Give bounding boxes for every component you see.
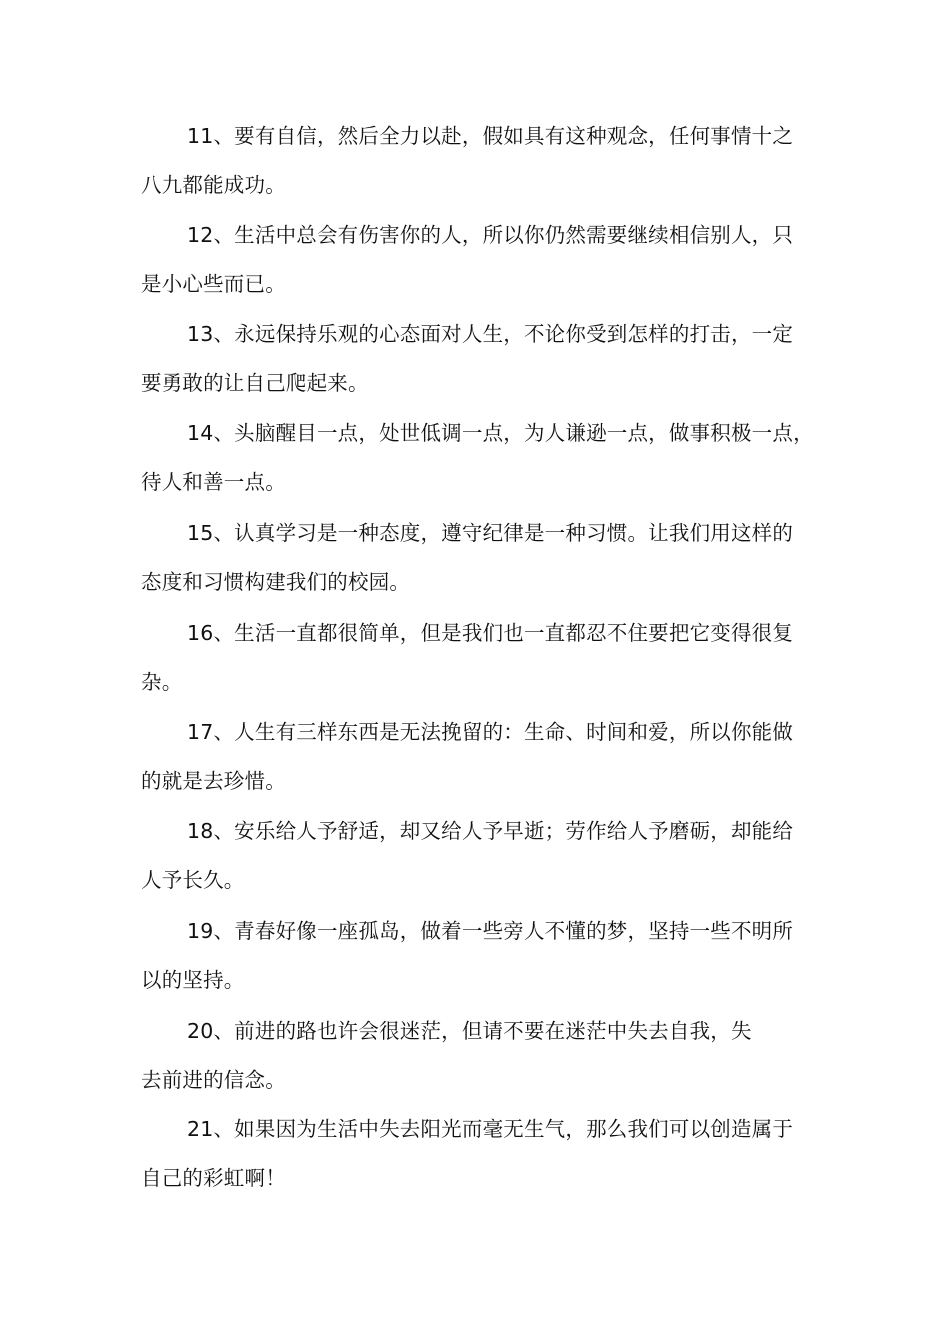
paragraph-line: 态度和习惯构建我们的校园。 (141, 570, 411, 594)
paragraph-line: 18、安乐给人予舒适，却又给人予早逝；劳作给人予磨砺，却能给 (187, 819, 794, 843)
quote-paragraph-20 (141, 1007, 821, 1105)
paragraph-line: 16、生活一直都很简单，但是我们也一直都忍不住要把它变得很复 (187, 621, 794, 645)
quote-paragraph-15 (141, 509, 821, 607)
paragraph-line: 八九都能成功。 (141, 173, 286, 197)
quote-paragraph-19 (141, 907, 821, 1005)
paragraph-line: 21、如果因为生活中失去阳光而毫无生气，那么我们可以创造属于 (187, 1117, 794, 1141)
paragraph-line: 要勇敢的让自己爬起来。 (141, 371, 369, 395)
paragraph-line: 17、人生有三样东西是无法挽留的：生命、时间和爱，所以你能做 (187, 720, 794, 744)
paragraph-line: 的就是去珍惜。 (141, 769, 286, 793)
quote-paragraph-14 (141, 409, 821, 507)
quote-paragraph-16 (141, 609, 821, 707)
paragraph-line: 待人和善一点。 (141, 470, 286, 494)
paragraph-line: 人予长久。 (141, 868, 245, 892)
paragraph-line: 去前进的信念。 (141, 1068, 286, 1092)
paragraph-line: 杂。 (141, 670, 183, 694)
paragraph-line: 19、青春好像一座孤岛，做着一些旁人不懂的梦，坚持一些不明所 (187, 919, 794, 943)
paragraph-line: 14、头脑醒目一点，处世低调一点，为人谦逊一点，做事积极一点， (187, 421, 814, 445)
paragraph-line: 以的坚持。 (141, 968, 245, 992)
paragraph-line: 11、要有自信，然后全力以赴，假如具有这种观念，任何事情十之 (187, 124, 794, 148)
quote-paragraph-12 (141, 211, 821, 309)
paragraph-line: 自己的彩虹啊！ (141, 1166, 286, 1190)
quote-paragraph-13 (141, 310, 821, 408)
paragraph-line: 13、永远保持乐观的心态面对人生，不论你受到怎样的打击，一定 (187, 322, 794, 346)
quote-paragraph-11 (141, 112, 821, 210)
quote-paragraph-21 (141, 1105, 821, 1203)
paragraph-line: 20、前进的路也许会很迷茫，但请不要在迷茫中失去自我，失 (187, 1019, 752, 1043)
paragraph-line: 12、生活中总会有伤害你的人，所以你仍然需要继续相信别人，只 (187, 223, 794, 247)
paragraph-line: 15、认真学习是一种态度，遵守纪律是一种习惯。让我们用这样的 (187, 521, 794, 545)
quote-paragraph-17 (141, 708, 821, 806)
quote-paragraph-18 (141, 807, 821, 905)
paragraph-line: 是小心些而已。 (141, 272, 286, 296)
